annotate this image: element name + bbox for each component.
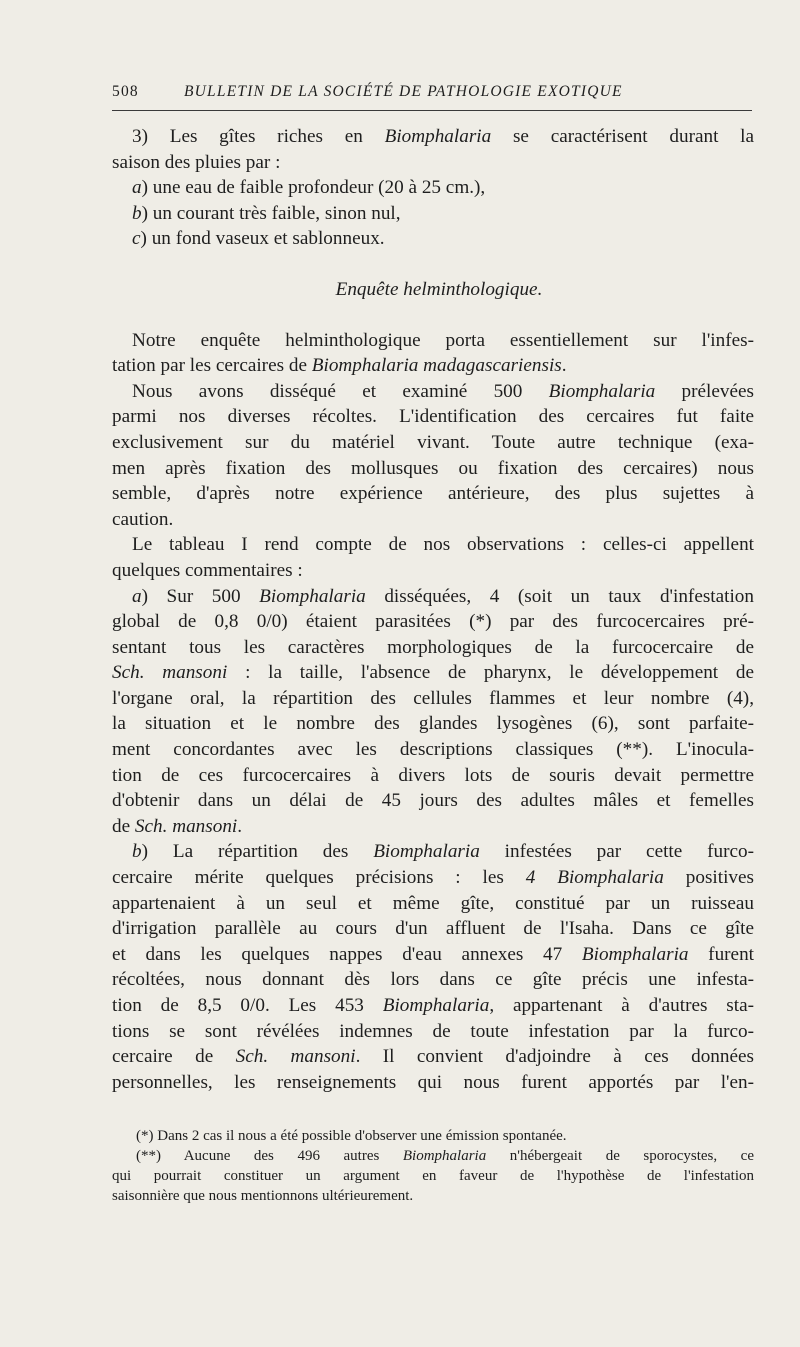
text-line: l'organe oral, la répartition des cellules flammes et leur nombre (4), <box>112 687 754 709</box>
text-line: ment concordantes avec les descriptions classiques (**). L'inocula- <box>112 739 754 761</box>
footnotes <box>112 1126 754 1206</box>
text-line: exclusivement sur du matériel vivant. Toute autre technique (exa- <box>112 431 754 453</box>
text-line: récoltées, nous donnant dès lors dans ce gîte précis une infesta- <box>112 969 754 991</box>
text-line: quelques commentaires : <box>112 559 303 581</box>
text-line: tation par les cercaires de Biomphalaria madagascariensis. <box>112 355 567 377</box>
text-line: tions se sont révélées indemnes de toute infestation par la furco- <box>112 1020 754 1042</box>
body-text <box>112 124 754 1095</box>
running-title: BULLETIN DE LA SOCIÉTÉ DE PATHOLOGIE EXOTIQUE <box>184 83 623 100</box>
footnote-1: (*) Dans 2 cas il nous a été possible d'observer une émission spontanée. <box>136 1128 567 1144</box>
text-line: la situation et le nombre des glandes lysogènes (6), sont parfaite- <box>112 713 754 735</box>
list-item-a: a) une eau de faible profondeur (20 à 25 cm.), <box>132 177 486 199</box>
footnote-2: (**) Aucune des 496 autres Biomphalaria n'hébergeait de sporocystes, ce <box>136 1148 754 1164</box>
text-line: saison des pluies par : <box>112 151 281 173</box>
spacer <box>112 252 754 277</box>
text-line: Notre enquête helminthologique porta essentiellement sur l'infes- <box>132 329 754 351</box>
text-line: 3) Les gîtes riches en Biomphalaria se caractérisent durant la <box>132 126 754 147</box>
text-line: caution. <box>112 508 174 530</box>
text-line: de Sch. mansoni. <box>112 815 243 837</box>
header-rule <box>112 110 752 111</box>
section-title: Enquête helminthologique. <box>335 278 543 300</box>
text-line: tion de 8,5 0/0. Les 453 Biomphalaria, appartenant à d'autres sta- <box>112 995 755 1016</box>
text-line: d'obtenir dans un délai de 45 jours des adultes mâles et femelles <box>112 790 754 812</box>
text-line: Sch. mansoni : la taille, l'absence de pharynx, le développement de <box>112 662 755 684</box>
text-line: d'irrigation parallèle au cours d'un affluent de l'Isaha. Dans ce gîte <box>112 918 754 940</box>
text-line: a) Sur 500 Biomphalaria disséquées, 4 (soit un taux d'infestation <box>132 585 754 607</box>
text-line: global de 0,8 0/0) étaient parasitées (*) par des furcocercaires pré- <box>112 611 754 633</box>
text-line: personnelles, les renseignements qui nous furent apportés par l'en- <box>112 1071 754 1093</box>
text-line: men après fixation des mollusques ou fixation des cercaires) nous <box>112 457 754 479</box>
text-line: cercaire mérite quelques précisions : les 4 Biomphalaria positives <box>112 867 754 889</box>
text-line: semble, d'après notre expérience antérieure, des plus sujettes à <box>112 483 754 505</box>
text-line: Nous avons disséqué et examiné 500 Biomphalaria prélevées <box>132 380 754 402</box>
footnote-2-cont: qui pourrait constituer un argument en faveur de l'hypothèse de l'infestation <box>112 1168 754 1184</box>
page-number: 508 <box>112 83 139 100</box>
list-item-b: b) un courant très faible, sinon nul, <box>132 202 401 224</box>
text-line: Le tableau I rend compte de nos observations : celles-ci appellent <box>132 534 754 556</box>
text-line: tion de ces furcocercaires à divers lots de souris devait permettre <box>112 764 754 786</box>
list-item-c: c) un fond vaseux et sablonneux. <box>132 228 385 250</box>
text-line: cercaire de Sch. mansoni. Il convient d'adjoindre à ces données <box>112 1046 754 1068</box>
page-header <box>112 83 758 109</box>
text-line: b) La répartition des Biomphalaria infestées par cette furco- <box>132 841 755 863</box>
text-line: et dans les quelques nappes d'eau annexes 47 Biomphalaria furent <box>112 943 754 965</box>
footnote-2-end: saisonnière que nous mentionnons ultérieurement. <box>112 1188 414 1204</box>
spacer <box>112 303 754 328</box>
text-line: sentant tous les caractères morphologiques de la furcocercaire de <box>112 636 754 658</box>
text-line: appartenaient à un seul et même gîte, constitué par un ruisseau <box>112 892 754 914</box>
text-line: parmi nos diverses récoltes. L'identification des cercaires fut faite <box>112 406 754 428</box>
